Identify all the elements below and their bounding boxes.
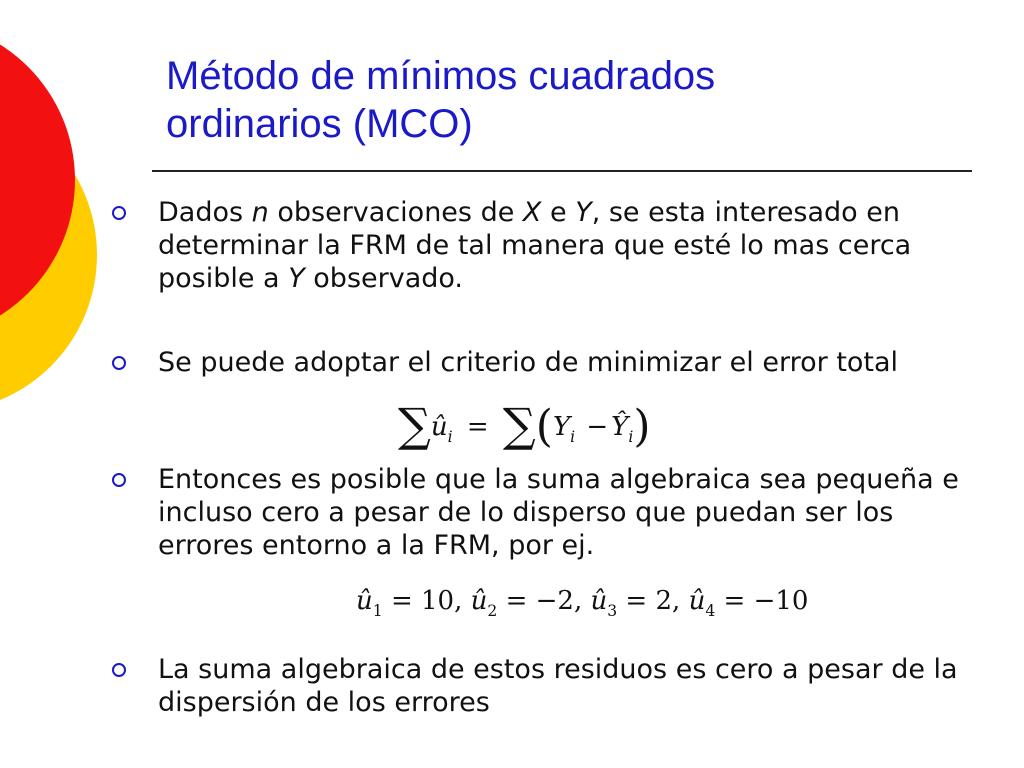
equation-sum-residuals: $\sum û_i = \sum(Y_i$ − $Ŷ_i$) [398,398,651,452]
bullet-item-1 [112,196,982,295]
bullet-item-3 [112,463,982,562]
bullet-circle-icon [112,663,126,677]
bullet-circle-icon [112,356,126,370]
decorative-circles [0,0,110,420]
bullet-item-4 [112,653,982,719]
bullet-text-1: Dados n observaciones de X e Y, se esta interesado en determinar la FRM de tal manera que esté lo mas cerca posible a Y observado. [158,197,912,294]
slide-title [166,52,986,148]
bullet-circle-icon [112,206,126,220]
bullet-text-4: La suma algebraica de estos residuos es cero a pesar de la dispersión de los errores [158,654,958,718]
bullet-circle-icon [112,473,126,487]
bullet-text-3: Entonces es posible que la suma algebraica sea pequeña e incluso cero a pesar de lo disperso que puedan ser los errores entorno a la FRM, por ej. [158,464,959,561]
equation-residual-example: $û_1 = 10$, $û_2 = -2$, $û_3 = 2$, $û_4 = -10$ [356,586,809,621]
bullet-text-2: Se puede adoptar el criterio de minimizar el error total [158,347,899,378]
title-divider [152,170,972,172]
title-line-2: ordinarios (MCO) [166,102,473,146]
title-line-1: Método de mínimos cuadrados [166,54,716,98]
bullet-item-2 [112,346,982,379]
